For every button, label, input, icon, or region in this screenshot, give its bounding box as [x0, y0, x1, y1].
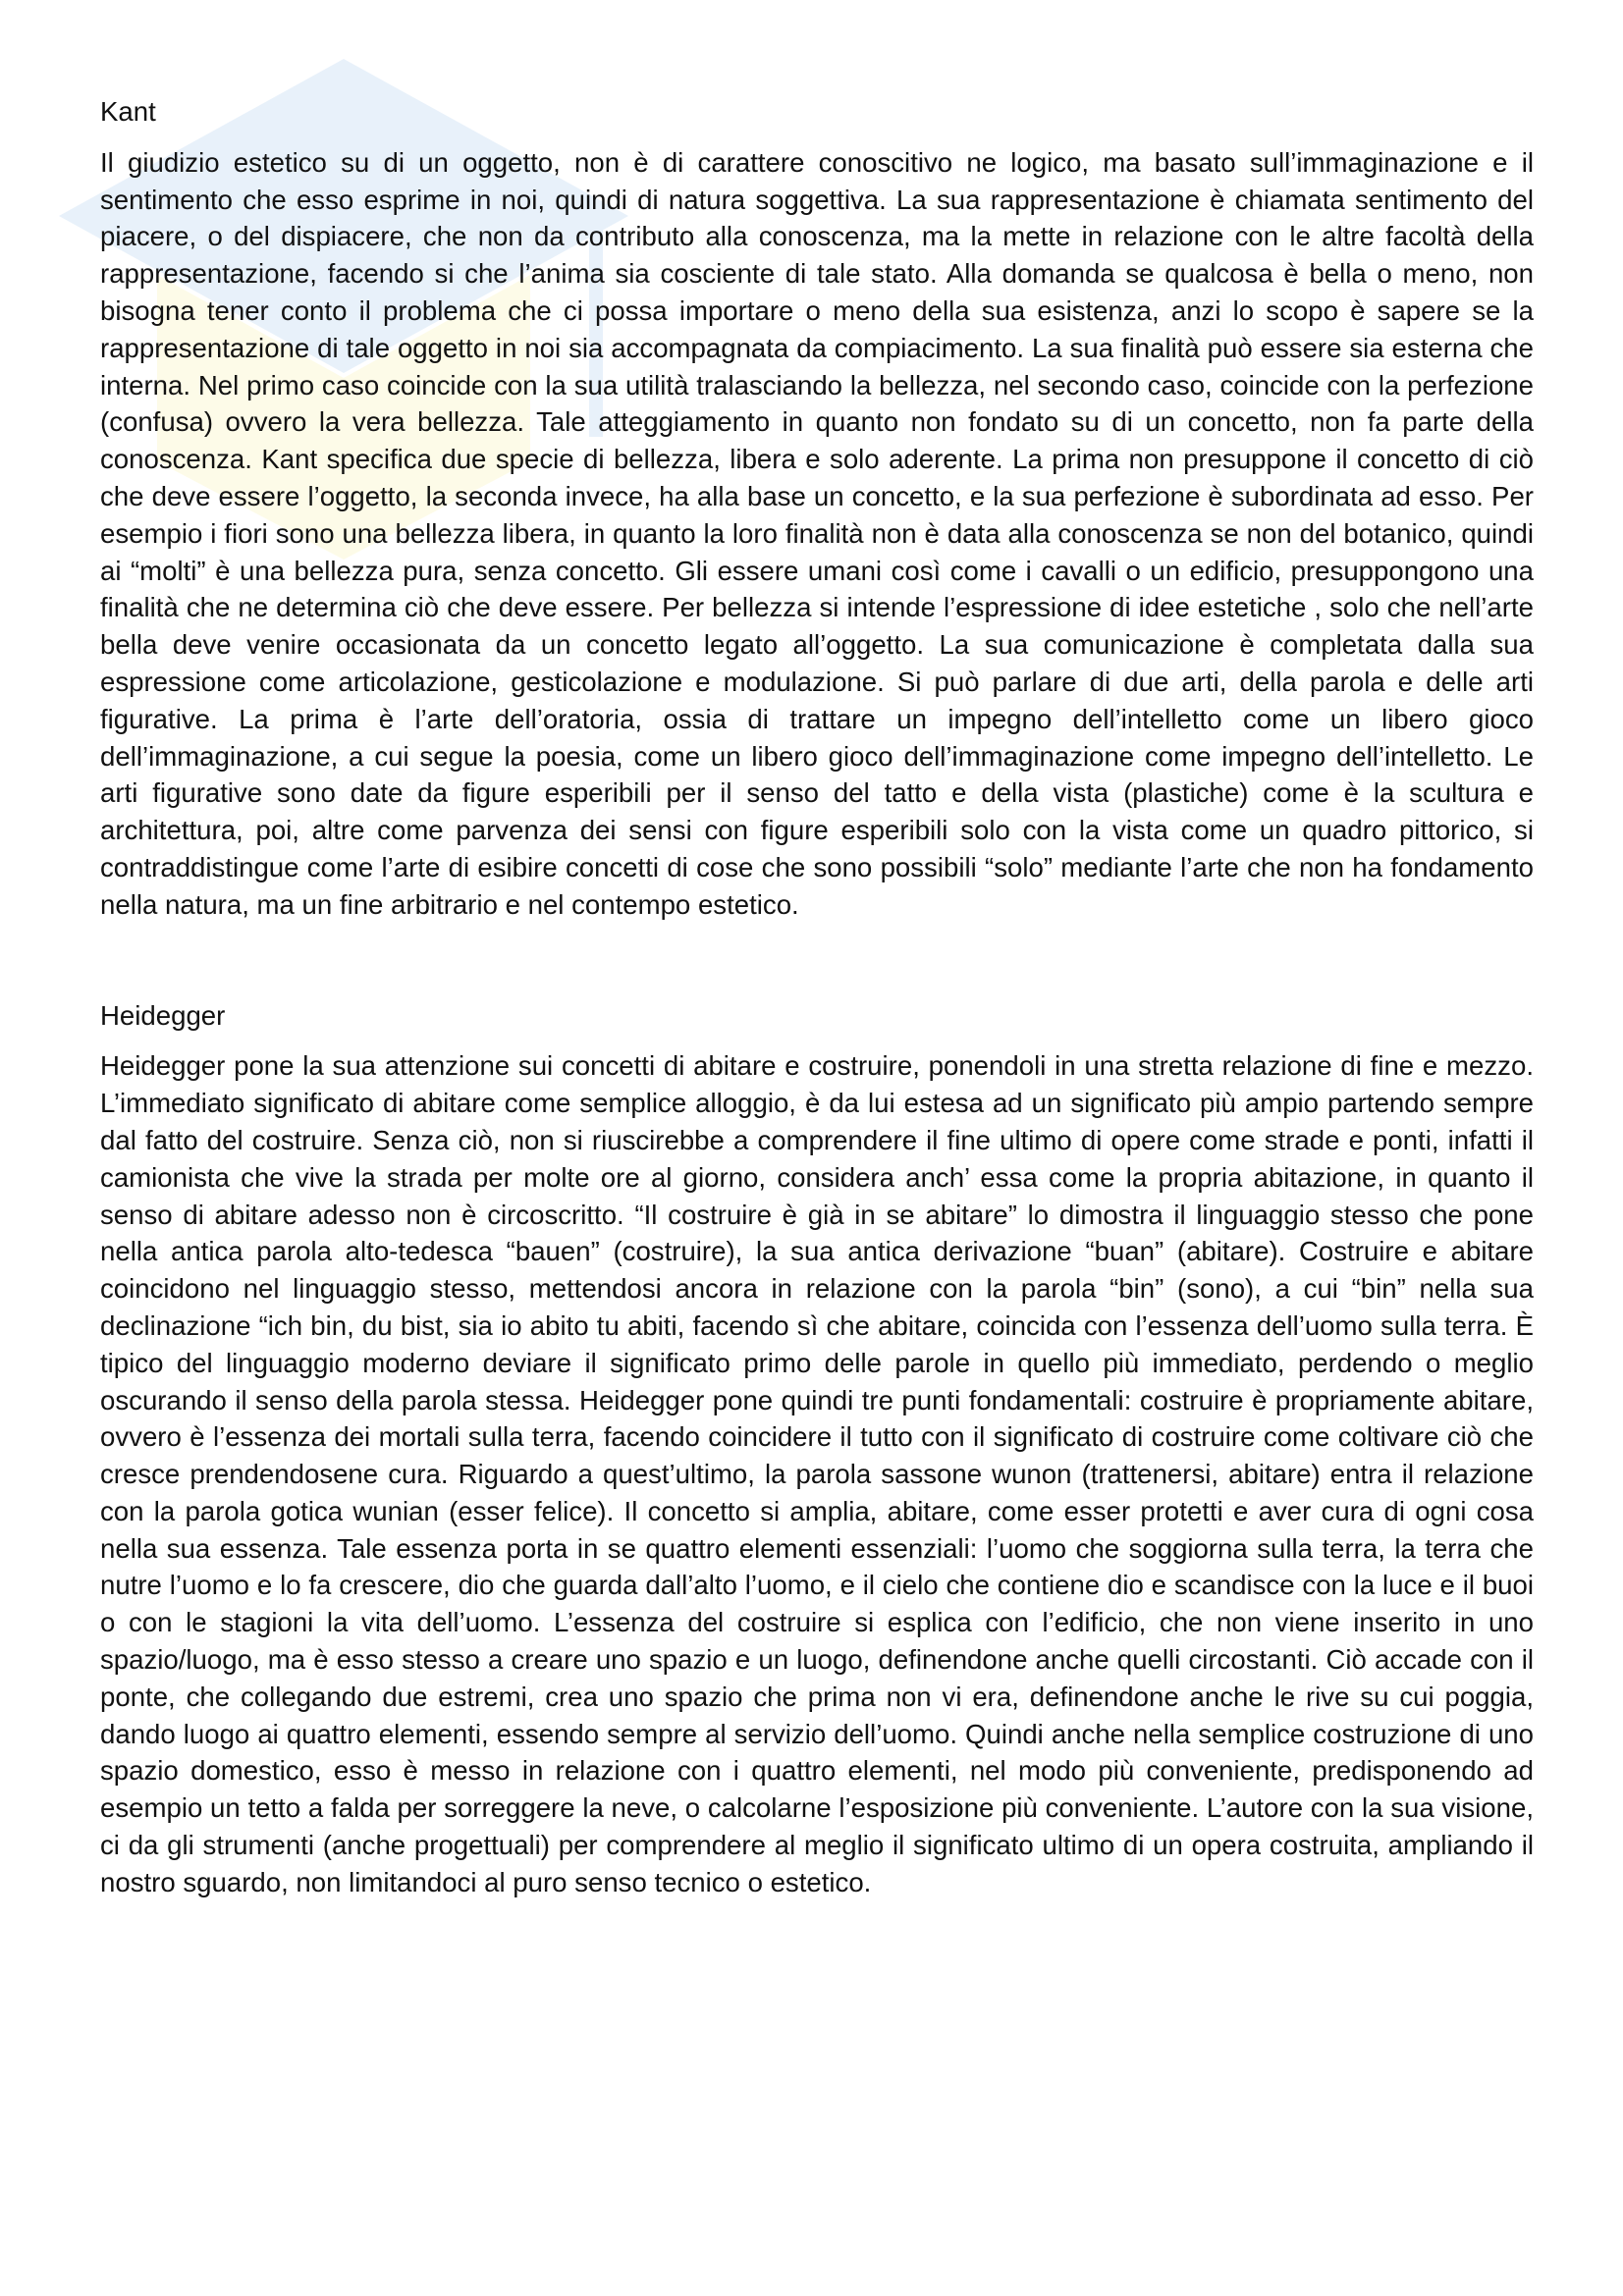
- document-content: [100, 93, 1534, 1901]
- section-heidegger: [100, 997, 1534, 1901]
- section-title-kant: Kant: [100, 96, 156, 127]
- section-kant: [100, 93, 1534, 924]
- section-body-heidegger: Heidegger pone la sua attenzione sui concetti di abitare e costruire, ponendoli in una stretta relazione di fine e mezzo. L’immediato significato di abitare come semplice alloggio, è da lui estesa ad un significato più ampio partendo sempre dal fatto del costruire. Senza ciò, non si riuscirebbe a comprendere il fine ultimo di opere come strade e ponti, infatti il camionista che vive la strada per molte ore al giorno, considera anch’ essa come la propria abitazione, in quanto il senso di abitare adesso non è circoscritto. “Il costruire è già in se abitare” lo dimostra il linguaggio stesso che pone nella antica parola alto-tedesca “bauen” (costruire), la sua antica derivazione “buan” (abitare). Costruire e abitare coincidono nel linguaggio stesso, mettendosi ancora in relazione con la parola “bin” (sono), a cui “bin” nella sua declinazione “ich bin, du bist, sia io abito tu abiti, facendo sì che abitare, coincida con l’essenza dell’uomo sulla terra. È tipico del linguaggio moderno deviare il significato primo delle parole in quello più immediato, perdendo o meglio oscurando il senso della parola stessa. Heidegger pone quindi tre punti fondamentali: costruire è propriamente abitare, ovvero è l’essenza dei mortali sulla terra, facendo coincidere il tutto con il significato di costruire come coltivare ciò che cresce prendendosene cura. Riguardo a quest’ultimo, la parola sassone wunon (trattenersi, abitare) entra il relazione con la parola gotica wunian (esser felice). Il concetto si amplia, abitare, come esser protetti e aver cura di ogni cosa nella sua essenza. Tale essenza porta in se quattro elementi essenziali: l’uomo che soggiorna sulla terra, la terra che nutre l’uomo e lo fa crescere, dio che guarda dall’alto l’uomo, e il cielo che contiene dio e scandisce con la luce e il buoi o con le stagioni la vita dell’uomo. L’essenza del costruire si esplica con l’edificio, che non viene inserito in uno spazio/luogo, ma è esso stesso a creare uno spazio e un luogo, definendone anche quelli circostanti. Ciò accade con il ponte, che collegando due estremi, crea uno spazio che prima non vi era, definendone anche le rive su cui poggia, dando luogo ai quattro elementi, essendo sempre al servizio dell’uomo. Quindi anche nella semplice costruzione di uno spazio domestico, esso è messo in relazione con i quattro elementi, nel modo più conveniente, predisponendo ad esempio un tetto a falda per sorreggere la neve, o calcolarne l’esposizione più conveniente. L’autore con la sua visione, ci da gli strumenti (anche progettuali) per comprendere al meglio il significato ultimo di un opera costruita, ampliando il nostro sguardo, non limitandoci al puro senso tecnico o estetico.: [100, 1050, 1534, 1897]
- section-title-heidegger: Heidegger: [100, 999, 226, 1031]
- section-body-kant: Il giudizio estetico su di un oggetto, non è di carattere conoscitivo ne logico, ma basato sull’immaginazione e il sentimento che esso esprime in noi, quindi di natura soggettiva. La sua rappresentazione è chiamata sentimento del piacere, o del dispiacere, che non da contributo alla conoscenza, ma la mette in relazione con le altre facoltà della rappresentazione, facendo si che l’anima sia cosciente di tale stato. Alla domanda se qualcosa è bella o meno, non bisogna tener conto il problema che ci possa importare o meno della sua esistenza, anzi lo scopo è sapere se la rappresentazione di tale oggetto in noi sia accompagnata da compiacimento. La sua finalità può essere sia esterna che interna. Nel primo caso coincide con la sua utilità tralasciando la bellezza, nel secondo caso, coincide con la perfezione (confusa) ovvero la vera bellezza. Tale atteggiamento in quanto non fondato su di un concetto, non fa parte della conoscenza. Kant specifica due specie di bellezza, libera e solo aderente. La prima non presuppone il concetto di ciò che deve essere l’oggetto, la seconda invece, ha alla base un concetto, e la sua perfezione è subordinata ad esso. Per esempio i fiori sono una bellezza libera, in quanto la loro finalità non è data alla conoscenza se non del botanico, quindi ai “molti” è una bellezza pura, senza concetto. Gli essere umani così come i cavalli o un edificio, presuppongono una finalità che ne determina ciò che deve essere. Per bellezza si intende l’espressione di idee estetiche , solo che nell’arte bella deve venire occasionata da un concetto legato all’oggetto. La sua comunicazione è completata dalla sua espressione come articolazione, gesticolazione e modulazione. Si può parlare di due arti, della parola e delle arti figurative. La prima è l’arte dell’oratoria, ossia di trattare un impegno dell’intelletto come un libero gioco dell’immaginazione, a cui segue la poesia, come un libero gioco dell’immaginazione come impegno dell’intelletto. Le arti figurative sono date da figure esperibili per il senso del tatto e della vista (plastiche) come è la scultura e architettura, poi, altre come parvenza dei sensi con figure esperibili solo con la vista come un quadro pittorico, si contraddistingue come l’arte di esibire concetti di cose che sono possibili “solo” mediante l’arte che non ha fondamento nella natura, ma un fine arbitrario e nel contempo estetico.: [100, 146, 1534, 920]
